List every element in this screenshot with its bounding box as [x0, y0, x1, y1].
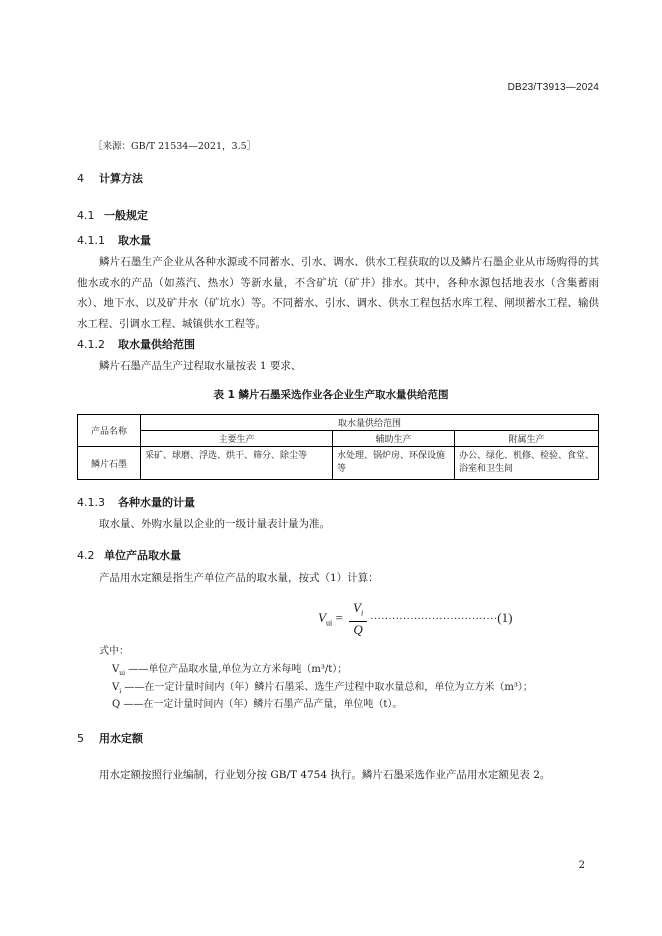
paragraph-water-intake: 鳞片石墨生产企业从各种水源或不同蓄水、引水、调水、供水工程获取的以及鳞片石墨企业从市场购得的其他水或水的产品（如蒸汽、热水）等新水量，不含矿坑（矿井）排水。其中，各种水源包括地表水（含集蓄雨水）、地下水、以及矿井水（矿坑水）等。不同蓄水、引水、调水、供水工程包括水库工程、闸坝蓄水工程、输供水工程、引调水工程、城镇供水工程等。 — [77, 256, 599, 330]
formula-lhs-subscript: ui — [325, 618, 333, 628]
table-1-caption: 表 1 鳞片石墨采选作业各企业生产取水量供给范围 — [213, 389, 449, 401]
section-number: 4.1.3 — [77, 496, 105, 509]
section-4-1-2-heading — [77, 336, 195, 352]
definition-text: ——在一定计量时间内（年）鳞片石墨产品产量，单位吨（t）。 — [123, 699, 403, 710]
paragraph-unit-product: 产品用水定额是指生产单位产品的取水量，按式（1）计算： — [99, 572, 379, 584]
paragraph-metering: 取水量、外购水量以企业的一级计量表计量为准。 — [99, 518, 330, 530]
table-header-main-production: 主要生产 — [141, 431, 333, 447]
table-header-auxiliary-production: 辅助生产 — [333, 431, 455, 447]
standard-code: DB23/T3913—2024 — [507, 82, 599, 93]
page-number: 2 — [578, 860, 585, 871]
definition-text: ——在一定计量时间内（年）鳞片石墨采、选生产过程中取水量总和，单位为立方米（m³）； — [124, 682, 533, 693]
section-4-2-heading — [77, 547, 181, 563]
section-4-1-heading — [77, 207, 148, 223]
section-title: 单位产品取水量 — [104, 549, 181, 562]
section-title: 计算方法 — [99, 172, 143, 185]
definition-text: ——单位产品取水量,单位为立方米每吨（m³/t）； — [128, 664, 348, 675]
table-header-attached-production: 附属生产 — [455, 431, 599, 447]
formula-fraction — [349, 600, 367, 638]
definition-q — [112, 694, 402, 715]
table-1 — [77, 414, 599, 480]
section-title: 用水定额 — [99, 732, 143, 745]
formula-leader-dots: ··································· — [370, 613, 498, 625]
definition-symbol: V — [112, 682, 120, 693]
section-number: 4.1.2 — [77, 338, 105, 351]
table-cell-auxiliary-production: 水处理、锅炉房、环保设施等 — [333, 447, 455, 480]
formula-equals: = — [335, 609, 343, 625]
formula-definitions-intro: 式中： — [99, 646, 129, 657]
paragraph-supply-scope: 鳞片石墨产品生产过程取水量按表 1 要求、 — [99, 360, 302, 372]
formula-denominator: Q — [353, 621, 363, 637]
formula-numerator: $V_i$ — [349, 600, 367, 622]
section-4-1-1-heading — [77, 232, 151, 248]
section-title: 取水量供给范围 — [118, 338, 195, 351]
paragraph-water-quota: 用水定额按照行业编制，行业划分按 GB/T 4754 执行。鳞片石墨采选作业产品用水定额见表 2。 — [99, 769, 551, 781]
table-cell-product-name: 鳞片石墨 — [78, 447, 141, 480]
formula-lhs: V — [318, 609, 326, 625]
definition-vui: $V_{ui}$ ——单位产品取水量,单位为立方米每吨（m³/t）； — [112, 664, 348, 677]
section-number: 4.1.1 — [77, 234, 105, 247]
table-cell-attached-production: 办公、绿化、机修、检验、食堂、浴室和卫生间 — [455, 447, 599, 480]
formula-label: (1) — [497, 609, 513, 625]
section-number: 4 — [77, 172, 84, 185]
definition-symbol: V — [112, 664, 120, 675]
definition-symbol: Q — [112, 699, 121, 710]
section-4-1-3-heading — [77, 494, 195, 510]
section-number: 4.2 — [77, 549, 95, 562]
section-4-heading — [77, 170, 143, 186]
table-header-product: 产品名称 — [78, 415, 141, 447]
section-number: 4.1 — [77, 209, 95, 222]
section-number: 5 — [77, 732, 84, 745]
table-cell-main-production: 采矿、球磨、浮选、烘干、筛分、除尘等 — [141, 447, 333, 480]
source-note: ［来源：GB/T 21534—2021，3.5］ — [93, 141, 257, 152]
definition-vi: $V_i$ ——在一定计量时间内（年）鳞片石墨采、选生产过程中取水量总和，单位为立方米（m³）； — [112, 682, 533, 695]
section-title: 各种水量的计量 — [118, 496, 195, 509]
formula-1 — [318, 600, 512, 638]
table-header-supply-scope: 取水量供给范围 — [141, 415, 599, 431]
section-5-heading — [77, 730, 143, 746]
section-title: 一般规定 — [104, 209, 148, 222]
section-title: 取水量 — [118, 234, 151, 247]
